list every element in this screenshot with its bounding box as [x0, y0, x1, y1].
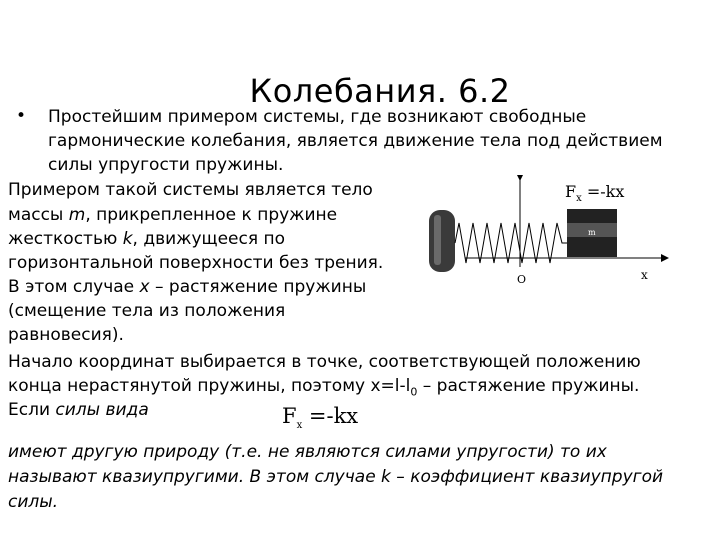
formula-subscript: x	[576, 193, 582, 205]
text-segment: , прикрепленное к пружине	[85, 205, 338, 225]
para1-line-4: горизонтальной поверхности без трения.	[8, 253, 384, 273]
wall-block	[429, 210, 455, 272]
para3-line-2: называют квазиупругими. В этом случае k – коэффициент квазиупругой	[8, 467, 664, 487]
variable-m: m	[68, 205, 86, 225]
text-segment: – растяжение пружины.	[417, 376, 640, 396]
subscript-zero: 0	[410, 385, 418, 399]
text-segment: Если	[8, 400, 56, 420]
formula-large	[282, 404, 358, 431]
italic-phrase: силы вида	[55, 400, 149, 420]
formula-rest: =-kx	[302, 404, 359, 428]
para3-line-1: имеют другую природу (т.е. не являются силами упругости) то их	[8, 442, 607, 462]
para1-line-5	[8, 276, 366, 299]
para3-line-3: силы.	[8, 492, 59, 512]
formula-force: F	[565, 182, 577, 201]
bullet-marker: •	[16, 106, 27, 126]
origin-label: O	[517, 273, 527, 285]
variable-k: k	[122, 229, 133, 249]
bullet-line-1: Простейшим примером системы, где возникают свободные	[48, 107, 587, 127]
para2-line-3	[8, 399, 149, 422]
bullet-line-2: гармонические колебания, является движение тела под действием	[48, 131, 663, 151]
text-segment: , движущееся по	[132, 229, 285, 249]
axis-x-label: x	[641, 268, 648, 282]
formula-subscript: x	[296, 420, 303, 432]
variable-x: x	[139, 277, 150, 297]
page-title: Колебания. 6.2	[249, 72, 511, 110]
text-segment: массы	[8, 205, 69, 225]
para1-line-2	[8, 204, 337, 227]
spring-mass-diagram	[425, 175, 675, 285]
mass-label: m	[588, 228, 596, 237]
text-segment: конца нерастянутой пружины, поэтому x=l-l	[8, 376, 411, 396]
text-segment: – растяжение пружины	[149, 277, 367, 297]
spring	[455, 223, 567, 263]
para1-line-7: равновесия).	[8, 325, 124, 345]
formula-force: F	[282, 404, 297, 428]
para1-line-3	[8, 228, 285, 251]
bullet-line-3: силы упругости пружины.	[48, 155, 284, 175]
para1-line-6: (смещение тела из положения	[8, 301, 286, 321]
formula-rest: =-kx	[581, 182, 625, 201]
wall-highlight	[434, 215, 441, 265]
text-segment: В этом случае	[8, 277, 140, 297]
text-segment: жесткостью	[8, 229, 123, 249]
para2-line-1: Начало координат выбирается в точке, соответствующей положению	[8, 352, 641, 372]
para1-line-1: Примером такой системы является тело	[8, 180, 373, 200]
